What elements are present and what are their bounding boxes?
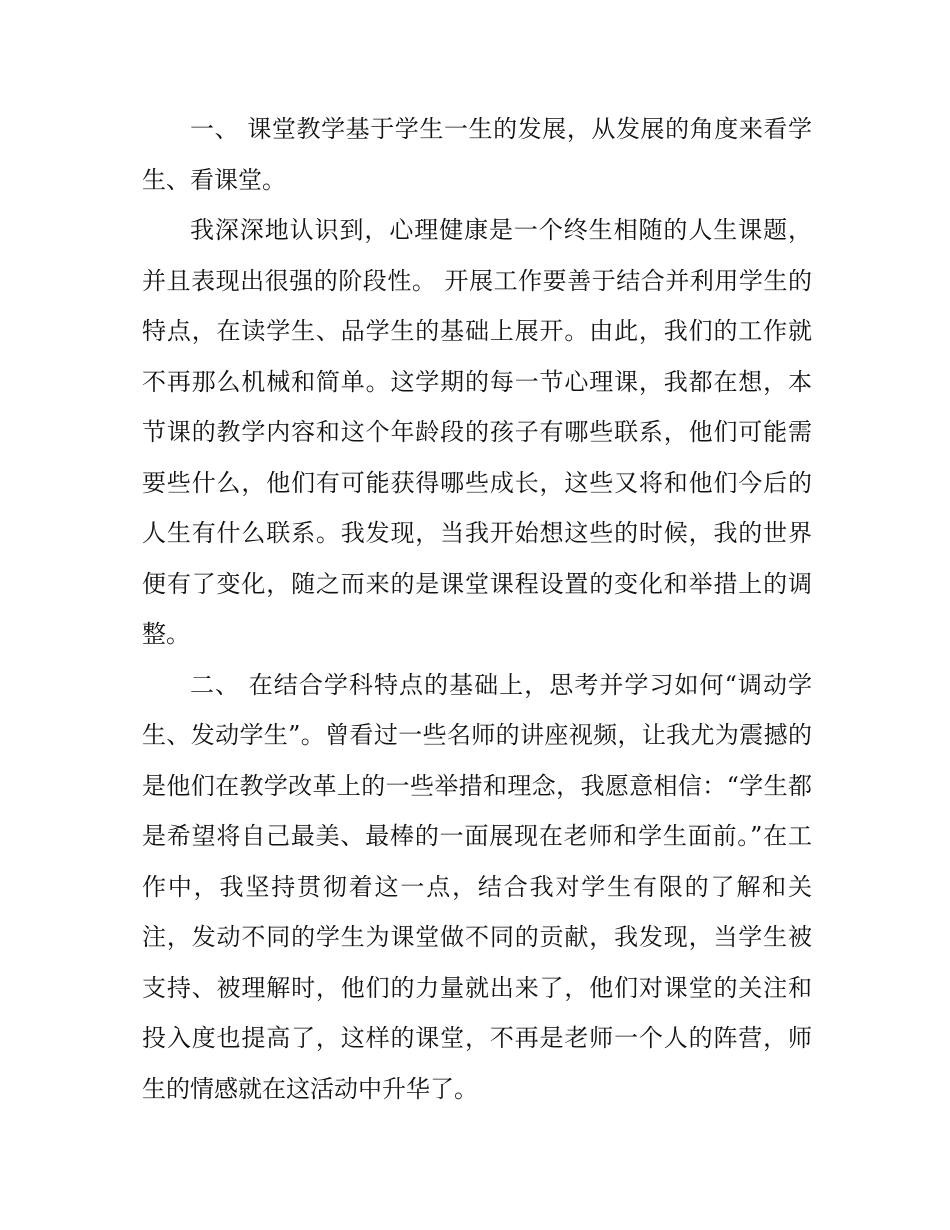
document-page xyxy=(142,104,812,1114)
paragraph-mental-health-awareness: 我深深地认识到，心理健康是一个终生相随的人生课题，并且表现出很强的阶段性。 开展工作要善于结合并利用学生的特点，在读学生、品学生的基础上展开。由此，我们的工作就不再那么机械和简单。这学期的每一节心理课，我都在想，本节课的教学内容和这个年龄段的孩子有哪些联系，他们可能需要些什么，他们有可能获得哪些成长，这些又将和他们今后的人生有什么联系。我发现，当我开始想这些的时候，我的世界便有了变化，随之而来的是课堂课程设置的变化和举措上的调整。 xyxy=(142,216,812,648)
paragraph-section-one-heading: 一、 课堂教学基于学生一生的发展，从发展的角度来看学生、看课堂。 xyxy=(142,115,812,194)
paragraph-section-two-mobilize-students: 二、 在结合学科特点的基础上，思考并学习如何“调动学生、发动学生”。曾看过一些名师的讲座视频，让我尤为震撼的是他们在教学改革上的一些举措和理念，我愿意相信：“学生都是希望将自己最美、最棒的一面展现在老师和学生面前。”在工作中，我坚持贯彻着这一点，结合我对学生有限的了解和关注，发动不同的学生为课堂做不同的贡献，我发现，当学生被支持、被理解时，他们的力量就出来了，他们对课堂的关注和投入度也提高了，这样的课堂，不再是老师一个人的阵营，师生的情感就在这活动中升华了。 xyxy=(142,670,812,1103)
